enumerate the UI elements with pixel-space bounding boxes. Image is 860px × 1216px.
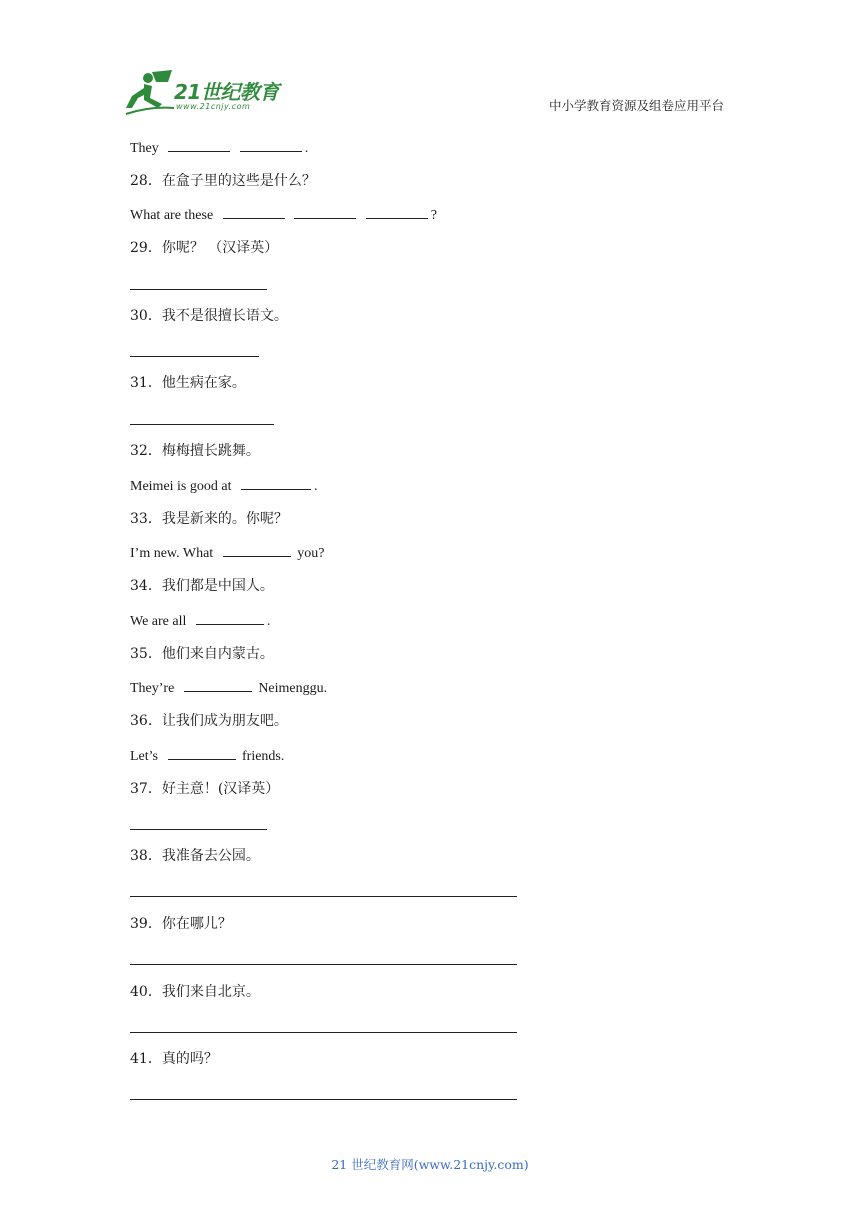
blank[interactable] [240,139,302,152]
header-platform-text: 中小学教育资源及组卷应用平台 [549,98,725,113]
question-41: 41．真的吗？ [130,1051,218,1067]
blank[interactable] [223,544,291,557]
answer-32: Meimei is good at . [130,479,318,494]
answer-36: Let’s friends. [130,749,285,764]
question-34: 34．我们都是中国人。 [130,578,274,594]
answer-line-40[interactable] [130,1032,517,1033]
answer-28: What are these ? [130,208,437,223]
question-37: 37．好主意！(汉译英） [130,781,280,797]
answer-line-41[interactable] [130,1099,517,1100]
blank[interactable] [223,206,285,219]
question-38: 38．我准备去公园。 [130,848,260,864]
answer-33: I’m new. What you? [130,546,325,561]
footer-source[interactable]: 21 世纪教育网(www.21cnjy.com) [331,1157,529,1172]
blank[interactable] [366,206,428,219]
question-40: 40．我们来自北京。 [130,984,260,1000]
question-33: 33．我是新来的。你呢？ [130,511,288,527]
answer-27: They . [130,141,309,156]
question-35: 35．他们来自内蒙古。 [130,646,274,662]
blank[interactable] [168,747,236,760]
answer-line-31[interactable] [130,424,274,425]
answer-34: We are all . [130,614,271,629]
question-39: 39．你在哪儿？ [130,916,232,932]
logo [122,68,292,118]
question-30: 30．我不是很擅长语文。 [130,308,288,324]
answer-line-37[interactable] [130,829,267,830]
runner-logo-icon [122,68,178,116]
blank[interactable] [241,477,311,490]
page-header [0,0,860,130]
answer-line-39[interactable] [130,964,517,965]
blank[interactable] [184,679,252,692]
blank[interactable] [168,139,230,152]
answer-35: They’re Neimenggu. [130,681,328,696]
logo-text: 21世纪教育 [174,80,279,104]
question-29: 29．你呢？ （汉译英） [130,240,279,256]
question-32: 32．梅梅擅长跳舞。 [130,443,260,459]
blank[interactable] [196,612,264,625]
answer-line-29[interactable] [130,289,267,290]
question-28: 28．在盒子里的这些是什么？ [130,173,316,189]
answer-line-30[interactable] [130,356,259,357]
question-31: 31．他生病在家。 [130,375,246,391]
question-36: 36．让我们成为朋友吧。 [130,713,288,729]
blank[interactable] [294,206,356,219]
logo-url: www.21cnjy.com [176,102,251,111]
answer-line-38[interactable] [130,896,517,897]
